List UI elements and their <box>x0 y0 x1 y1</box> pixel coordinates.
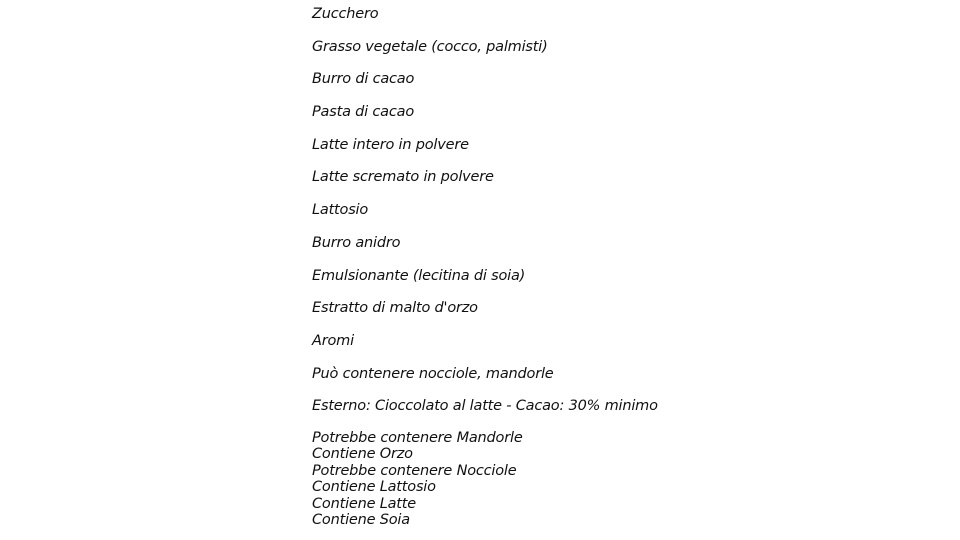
allergen-item: Potrebbe contenere Nocciole <box>312 462 517 479</box>
ingredient-item: Può contenere nocciole, mandorle <box>312 365 554 382</box>
allergens-list <box>312 430 523 528</box>
ingredient-item: Latte intero in polvere <box>312 136 469 153</box>
ingredient-item: Grasso vegetale (cocco, palmisti) <box>312 38 548 55</box>
ingredient-item: Emulsionante (lecitina di soia) <box>312 267 526 284</box>
allergen-item: Contiene Lattosio <box>312 479 436 496</box>
ingredient-item: Aromi <box>312 332 354 349</box>
ingredient-item: Burro di cacao <box>312 71 415 88</box>
ingredient-item: Latte scremato in polvere <box>312 169 494 186</box>
allergen-item: Contiene Soia <box>312 511 410 528</box>
ingredients-list <box>312 5 658 430</box>
ingredient-item: Esterno: Cioccolato al latte - Cacao: 30% minimo <box>312 398 658 415</box>
ingredient-item: Zucchero <box>312 6 379 22</box>
allergen-item: Potrebbe contenere Mandorle <box>312 430 523 446</box>
ingredient-item: Estratto di malto d'orzo <box>312 300 478 317</box>
allergen-item: Contiene Latte <box>312 495 416 512</box>
ingredient-item: Pasta di cacao <box>312 104 414 121</box>
ingredient-item: Burro anidro <box>312 234 401 251</box>
ingredient-item: Lattosio <box>312 202 369 219</box>
allergen-item: Contiene Orzo <box>312 446 413 463</box>
